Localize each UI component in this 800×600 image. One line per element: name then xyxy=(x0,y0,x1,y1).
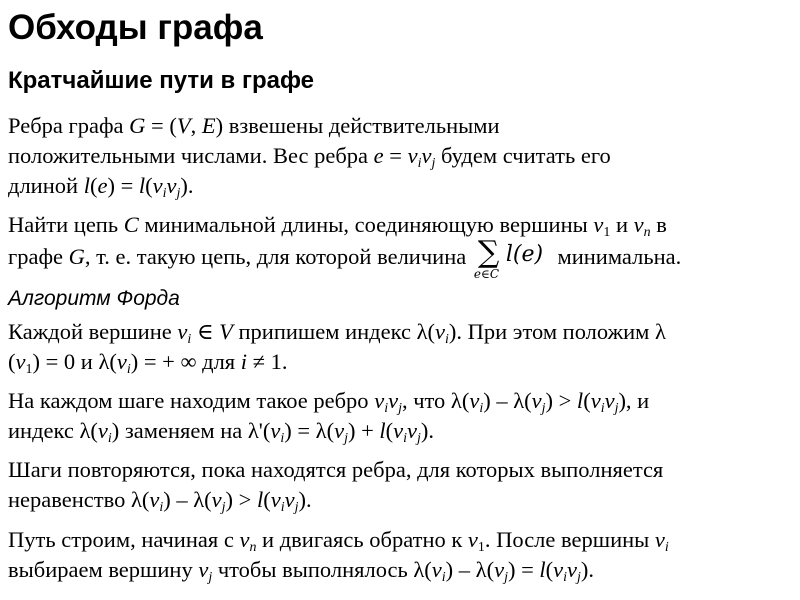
text-line: На каждом шаге находим такое ребро $v_iv_j$, что $\lambda(v_i) - \lambda(v_j) > l(v_iv_j)$, и xyxy=(8,388,650,417)
text-line: Каждой вершине $v_i$ ∈ V припишем индекс $\lambda(v_i)$. При этом положим λ xyxy=(8,319,666,348)
text-line: неравенство $\lambda(v_i) - \lambda(v_j) > l(v_iv_j)$. xyxy=(8,487,312,516)
algorithm-heading: Алгоритм Форда xyxy=(8,287,180,310)
text-line: положительными числами. Вес ребра $e = v_iv_j$ будем считать его xyxy=(8,143,611,172)
sum-term: l(e) xyxy=(505,242,544,267)
text-line: графе G, т. е. такую цепь, для которой величина ∑ l(e) e∈C минимальна. xyxy=(8,235,682,281)
text-line: выбираем вершину $v_j$ чтобы выполнялось $\lambda(v_i) - \lambda(v_j) = l(v_iv_j)$. xyxy=(8,557,595,586)
sum-formula xyxy=(472,235,552,281)
text-line: Найти цепь C минимальной длины, соединяющую вершины $v_1$ и $v_n$ в xyxy=(8,212,667,241)
slide-subtitle: Кратчайшие пути в графе xyxy=(8,67,314,94)
sigma-symbol: ∑ xyxy=(477,235,500,270)
text-line: Путь строим, начиная с $v_n$ и двигаясь обратно к $v_1$. После вершины $v_i$ xyxy=(8,527,669,556)
text-line: Шаги повторяются, пока находятся ребра, для которых выполняется xyxy=(8,457,664,482)
slide-title: Обходы графа xyxy=(8,8,263,47)
text-line: индекс $\lambda(v_i)$ заменяем на $\lambda'(v_i) = \lambda(v_j) + l(v_iv_j)$. xyxy=(8,418,435,447)
text-line: длиной $l(e) = l(v_iv_j)$. xyxy=(8,173,194,202)
text-line: Ребра графа G = (V, E) взвешены действительными xyxy=(8,113,500,138)
text-line: $(v_1) = 0$ и $\lambda(v_i)$ = + ∞ для i ≠ 1. xyxy=(8,349,288,378)
sum-index: e∈C xyxy=(473,267,500,281)
